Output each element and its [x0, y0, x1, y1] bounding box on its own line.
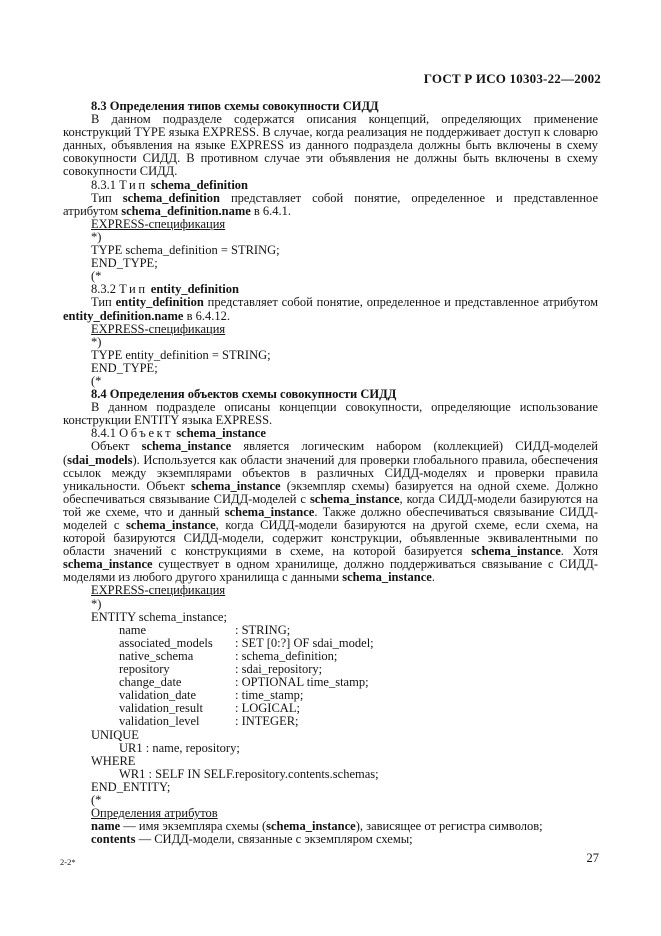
text-run: — СИДД-модели, связанные с экземпляром схемы;: [135, 832, 413, 847]
term: schema_instance: [471, 544, 561, 559]
clause-number: 8.4.1: [91, 426, 116, 441]
term: schema_instance: [141, 439, 232, 454]
term: schema_instance: [190, 478, 281, 493]
express-spec-label: EXPRESS-спецификация: [91, 321, 226, 336]
clause-name: schema_instance: [176, 426, 266, 441]
term: schema_instance: [342, 570, 432, 585]
code-line: END_TYPE;: [91, 256, 158, 271]
attribute-name: validation_result: [119, 701, 204, 716]
text-run: .: [431, 570, 435, 585]
section-8-4-intro: В данном подразделе описаны концепции совокупности, определяющие использование конструкции ENTITY языка EXPRESS.: [63, 400, 598, 428]
term: schema_definition: [122, 190, 220, 205]
text-run: в 6.4.12.: [183, 308, 231, 323]
attribute-name: native_schema: [119, 648, 194, 663]
code-line: *): [91, 229, 102, 244]
attribute-type: : schema_definition;: [235, 648, 338, 663]
text-run: (экземпляр схемы) базируется на одной схеме. Должно обеспечиваться связывание СИДД-моделей с: [63, 478, 598, 506]
term: entity_definition: [115, 295, 204, 310]
text-run: представляет собой понятие, определенное и представленное атрибутом: [63, 190, 598, 218]
document-body: [63, 100, 598, 846]
term: entity_definition.name: [63, 308, 184, 323]
code-line: (*: [91, 792, 102, 807]
code-line: *): [91, 596, 102, 611]
clause-kind: Тип: [119, 282, 148, 297]
attribute-line: [63, 637, 598, 650]
attribute-type: : time_stamp;: [235, 688, 304, 703]
text-run: , когда СИДД-модели базируются на той же схеме, что и данный: [63, 491, 599, 519]
term: sdai_models: [67, 452, 133, 467]
text-run: . Хотя: [560, 544, 599, 559]
express-spec-label: EXPRESS-спецификация: [91, 216, 226, 231]
attribute-name: validation_date: [119, 688, 197, 703]
clause-kind: Тип: [119, 177, 148, 192]
code-line: END_ENTITY;: [91, 779, 171, 794]
term: schema_definition.name: [121, 203, 251, 218]
code-line: UR1 : name, repository;: [119, 740, 240, 755]
clause-name: schema_definition: [150, 177, 248, 192]
term: schema_instance: [224, 504, 315, 519]
clause-8-3-2-description: [63, 296, 598, 322]
term: schema_instance: [309, 491, 400, 506]
attribute-name: name: [119, 622, 147, 637]
term: schema_instance: [63, 557, 153, 572]
term: schema_instance: [266, 819, 356, 834]
attribute-type: : sdai_repository;: [235, 662, 323, 677]
document-header: ГОСТ Р ИСО 10303-22—2002: [423, 71, 601, 86]
definition-contents: [63, 833, 598, 846]
page-number: 27: [586, 851, 599, 865]
attribute-name: validation_level: [119, 714, 200, 729]
clause-kind: Объект: [119, 426, 174, 441]
text-run: ). Используется как области значений для проверки глобального правила, обеспечения ссылок между экземплярами объектов в различных СИДД-моделях и проверки правила уникальности. Объект: [63, 452, 598, 493]
clause-8-3-1-description: [63, 192, 598, 218]
text-run: Тип: [91, 190, 123, 205]
code-line: END_TYPE;: [91, 360, 158, 375]
express-spec-label: EXPRESS-спецификация: [91, 583, 226, 598]
clause-name: entity_definition: [150, 282, 239, 297]
code-line: *): [91, 334, 102, 349]
attribute-name: associated_models: [119, 635, 213, 650]
term: schema_instance: [126, 518, 216, 532]
text-run: представляет собой понятие, определенное и представленное атрибутом: [203, 295, 598, 310]
clause-8-4-1-description: [63, 440, 598, 584]
code-line: TYPE schema_definition = STRING;: [91, 243, 280, 258]
attribute-type: : STRING;: [235, 622, 291, 637]
text-run: Тип: [91, 295, 116, 310]
attribute-line: [63, 715, 598, 728]
code-line: UNIQUE: [91, 727, 139, 742]
clause-number: 8.3.2: [91, 282, 116, 297]
attribute-definitions-heading: Определения атрибутов: [91, 806, 218, 821]
attribute-type: : OPTIONAL time_stamp;: [235, 675, 369, 690]
sheet-mark: 2-2*: [60, 857, 76, 867]
text-run: ), зависящее от регистра символов;: [355, 819, 543, 834]
attribute-name: repository: [119, 662, 170, 677]
term: name: [91, 819, 121, 834]
code-line: TYPE entity_definition = STRING;: [91, 347, 271, 362]
attribute-line: [63, 624, 598, 637]
text-run: Объект: [91, 439, 142, 454]
code-line: (*: [91, 269, 102, 284]
code-line: WHERE: [91, 753, 136, 768]
text-run: , когда СИДД-модели базируются на другой схеме, если схема, на которой базируются СИДД-модели, содержит конструкции, объявленные эквивалентными по области значений с конструкциями в схеме, на которой базируется: [63, 518, 598, 559]
code-line: WR1 : SELF IN SELF.repository.contents.schemas;: [119, 766, 379, 781]
section-8-4-heading: 8.4 Определения объектов схемы совокупности СИДД: [91, 387, 397, 402]
text-run: является логическим набором (коллекцией) СИДД-моделей (: [63, 439, 598, 467]
code-line: ENTITY schema_instance;: [91, 609, 227, 624]
attribute-type: : INTEGER;: [235, 714, 299, 729]
section-8-3-intro: В данном подразделе содержатся описания концепций, определяющих применение конструкций TYPE языка EXPRESS. В случае, когда реализация не поддерживает доступ к словарю данных, объявления на языке EXPRESS из данного подраздела должны быть включены в схему совокупности СИДД. В противном случае эти объявления не должны быть включены в схему совокупности СИДД.: [63, 112, 598, 179]
attribute-type: : SET [0:?] OF sdai_model;: [235, 635, 374, 650]
section-8-3-heading: 8.3 Определения типов схемы совокупности СИДД: [91, 99, 379, 113]
text-run: — имя экземпляра схемы (: [120, 819, 267, 834]
text-run: . Также должно обеспечиваться связывание СИДД-моделей с: [63, 504, 598, 532]
attribute-name: change_date: [119, 675, 182, 690]
term: contents: [91, 832, 136, 847]
text-run: существует в одном хранилище, должно поддерживаться связывание с СИДД-моделями из любого другого хранилища с данными: [63, 557, 598, 585]
attribute-type: : LOGICAL;: [235, 701, 300, 716]
code-line: (*: [91, 373, 102, 388]
clause-number: 8.3.1: [91, 177, 116, 192]
text-run: в 6.4.1.: [250, 203, 292, 218]
